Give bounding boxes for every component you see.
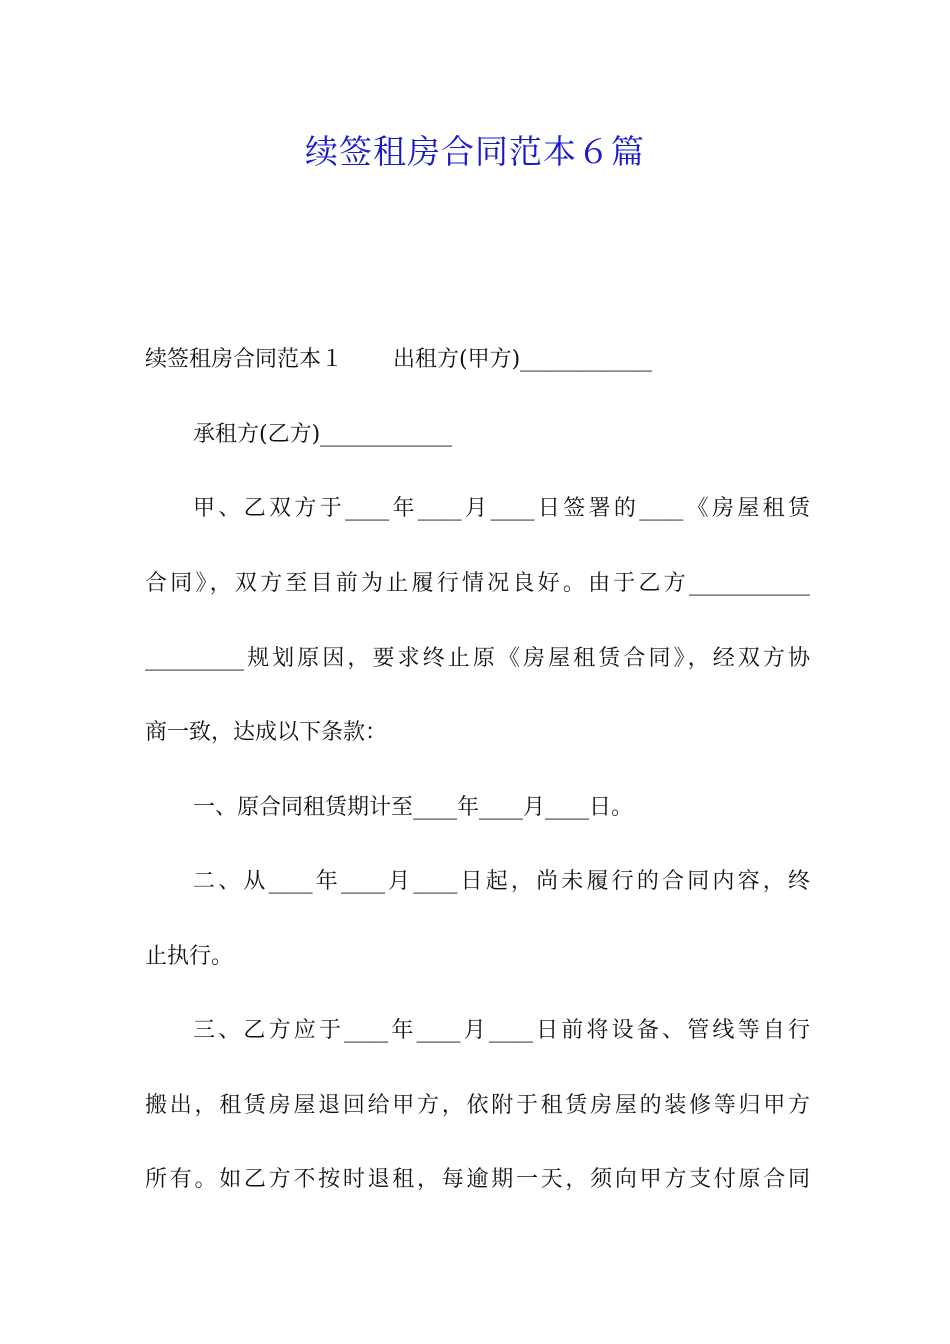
paragraph-line: 所有。如乙方不按时退租，每逾期一天，须向甲方支付原合同 — [145, 1167, 810, 1192]
document-title: 续签租房合同范本６篇 — [305, 132, 645, 171]
paragraph-line: 合同》，双方至目前为止履行情况良好。由于乙方___________ — [145, 571, 810, 596]
first-line — [145, 344, 810, 376]
section-heading: 续签租房合同范本１ — [145, 347, 344, 372]
paragraph-line: 搬出，租赁房屋退回给甲方，依附于租赁房屋的装修等归甲方 — [145, 1093, 810, 1118]
paragraph-line: 商一致，达成以下条款： — [145, 720, 388, 745]
clause-three: 三、乙方应于____年____月____日前将设备、管线等自行 — [193, 1018, 810, 1043]
lessee-field: 承租方(乙方)____________ — [193, 422, 453, 447]
paragraph-line: 止执行。 — [145, 944, 234, 969]
paragraph-line: 甲、乙双方于____年____月____日签署的____《房屋租赁 — [193, 496, 810, 521]
clause-one: 一、原合同租赁期计至____年____月____日。 — [193, 795, 634, 820]
lessor-field: 出租方(甲方)____________ — [393, 347, 653, 372]
paragraph-line: _________规划原因，要求终止原《房屋租赁合同》，经双方协 — [145, 646, 810, 671]
clause-two: 二、从____年____月____日起，尚未履行的合同内容，终 — [193, 869, 810, 894]
